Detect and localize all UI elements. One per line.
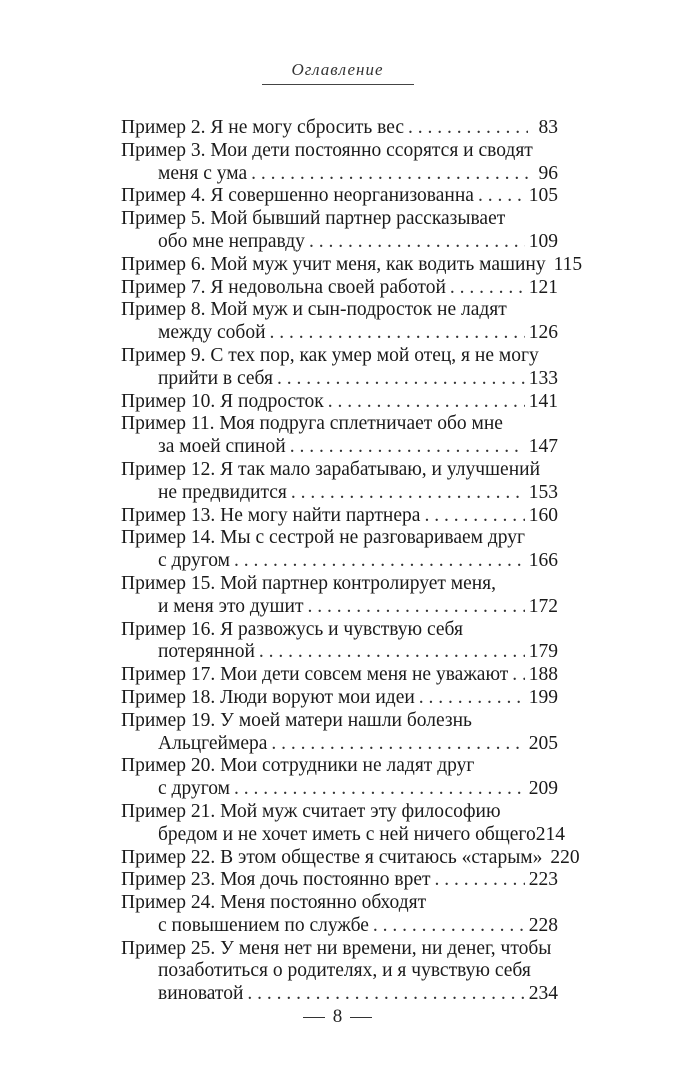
dot-leader xyxy=(424,505,524,528)
toc-entry-line xyxy=(121,687,558,710)
toc-entry-title: Пример 11. Моя подруга сплетничает обо мне xyxy=(121,413,503,435)
toc-entry-title: Пример 9. С тех пор, как умер мой отец, я не могу xyxy=(121,344,539,366)
toc-page-number: 105 xyxy=(528,185,558,207)
toc-entry-line xyxy=(121,869,558,892)
toc-entry-line xyxy=(121,915,558,938)
toc-entry-line xyxy=(121,345,558,368)
toc-entry-line xyxy=(121,710,558,733)
toc-entry-title: Пример 15. Мой партнер контролирует меня, xyxy=(121,572,497,594)
dot-leader xyxy=(308,596,525,619)
dot-leader xyxy=(277,368,525,391)
toc-entry-line xyxy=(121,846,580,870)
toc-entry[interactable] xyxy=(121,413,558,459)
toc-entry-title: прийти в себя xyxy=(158,367,273,389)
toc-entry-line xyxy=(121,960,558,983)
toc-page-number: 234 xyxy=(528,983,558,1005)
toc-page-number: 115 xyxy=(553,253,583,275)
toc-entry[interactable] xyxy=(121,345,558,391)
page-number: 8 xyxy=(332,1006,343,1027)
toc-entry[interactable] xyxy=(121,299,558,345)
dot-leader xyxy=(478,185,525,208)
toc-entry-title: виноватой xyxy=(158,983,244,1005)
toc-page-number: 153 xyxy=(528,481,558,503)
toc-entry-line xyxy=(121,801,558,824)
toc-entry-title: Пример 24. Меня постоянно обходят xyxy=(121,892,427,914)
toc-entry-line xyxy=(121,482,558,505)
toc-entry[interactable] xyxy=(121,892,558,938)
toc-entry-line xyxy=(121,641,558,664)
toc-page-number: 160 xyxy=(528,504,558,526)
toc-entry[interactable] xyxy=(121,755,558,801)
toc-page-number: 179 xyxy=(528,641,558,663)
toc-entry-title: Пример 19. У моей матери нашли болезнь xyxy=(121,709,472,731)
table-of-contents xyxy=(121,117,583,1006)
toc-entry[interactable] xyxy=(121,185,558,208)
toc-entry-title: Пример 20. Мои сотрудники не ладят друг xyxy=(121,755,475,777)
toc-entry-line xyxy=(121,322,558,345)
toc-entry[interactable] xyxy=(121,459,558,505)
toc-entry-line xyxy=(121,140,558,163)
dot-leader xyxy=(259,641,525,664)
page-footer xyxy=(0,1006,675,1028)
toc-entry-title: обо мне неправду xyxy=(158,230,305,252)
toc-entry-title: Пример 8. Мой муж и сын-подросток не ладят xyxy=(121,299,507,321)
toc-entry-title: Альцгеймера xyxy=(158,732,268,754)
footer-dash-right xyxy=(350,1017,372,1018)
toc-entry-line xyxy=(121,231,558,254)
toc-entry[interactable] xyxy=(121,208,558,254)
dot-leader xyxy=(512,664,524,687)
toc-page-number: 214 xyxy=(535,823,565,845)
header-title: Оглавление xyxy=(291,60,384,79)
dot-leader xyxy=(234,550,525,573)
toc-entry-line xyxy=(121,983,558,1006)
toc-page-number: 199 xyxy=(528,686,558,708)
toc-entry[interactable] xyxy=(121,687,558,710)
toc-entry-line xyxy=(121,436,558,459)
toc-entry-line xyxy=(121,163,558,186)
toc-entry-title: Пример 16. Я развожусь и чувствую себя xyxy=(121,618,463,640)
toc-page-number: 126 xyxy=(528,322,558,344)
running-header xyxy=(0,60,675,80)
toc-entry[interactable] xyxy=(121,277,558,300)
toc-page-number: 205 xyxy=(528,732,558,754)
toc-entry-line xyxy=(121,277,558,300)
toc-entry-title: Пример 2. Я не могу сбросить вес xyxy=(121,117,405,138)
toc-page-number: 172 xyxy=(528,595,558,617)
toc-entry[interactable] xyxy=(121,505,558,528)
toc-entry-line xyxy=(121,299,558,322)
toc-entry-title: за моей спиной xyxy=(158,436,286,458)
toc-entry-line xyxy=(121,505,558,528)
toc-entry-title: Пример 21. Мой муж считает эту философию xyxy=(121,800,501,822)
toc-entry-title: Пример 23. Моя дочь постоянно врет xyxy=(121,869,431,891)
toc-page-number: 228 xyxy=(528,914,558,936)
toc-entry-title: Пример 7. Я недовольна своей работой xyxy=(121,276,446,298)
toc-entry-title: с другом xyxy=(158,550,230,572)
header-rule xyxy=(262,84,414,85)
toc-entry-title: Пример 3. Мои дети постоянно ссорятся и сводят xyxy=(121,139,533,161)
toc-page-number: 109 xyxy=(528,230,558,252)
toc-entry[interactable] xyxy=(121,391,558,414)
toc-entry-title: Пример 22. В этом обществе я считаюсь «старым» xyxy=(121,846,543,868)
toc-entry-title: Пример 5. Мой бывший партнер рассказывает xyxy=(121,208,506,230)
toc-entry-line xyxy=(121,619,558,642)
toc-entry-title: не предвидится xyxy=(158,481,287,503)
toc-entry-line xyxy=(121,778,558,801)
toc-entry-line xyxy=(121,733,558,756)
toc-entry-title: Пример 6. Мой муж учит меня, как водить машину xyxy=(121,253,546,275)
toc-entry-line xyxy=(121,755,558,778)
dot-leader xyxy=(328,391,525,414)
toc-entry-line xyxy=(121,823,565,847)
toc-entry-line xyxy=(121,573,558,596)
toc-entry-line xyxy=(121,527,558,550)
toc-page-number: 166 xyxy=(528,550,558,572)
toc-entry-title: с повышением по службе xyxy=(158,914,369,936)
toc-entry-line xyxy=(121,664,558,687)
toc-page-number: 223 xyxy=(528,869,558,891)
toc-entry-line xyxy=(121,413,558,436)
toc-entry[interactable] xyxy=(121,619,558,665)
toc-page-number: 121 xyxy=(528,276,558,298)
toc-entry[interactable] xyxy=(121,140,558,186)
dot-leader xyxy=(271,733,524,756)
toc-entry-title: Пример 10. Я подросток xyxy=(121,390,324,412)
toc-entry-title: Пример 25. У меня нет ни времени, ни денег, чтобы xyxy=(121,937,552,959)
toc-entry-title: Пример 4. Я совершенно неорганизованна xyxy=(121,185,474,207)
dot-leader xyxy=(290,436,525,459)
toc-page-number: 188 xyxy=(528,664,558,686)
toc-page-number: 96 xyxy=(538,162,558,184)
toc-entry-line xyxy=(121,938,558,961)
toc-entry-title: Пример 13. Не могу найти партнера xyxy=(121,504,421,526)
toc-entry-line xyxy=(121,253,583,277)
toc-entry-line xyxy=(121,550,558,573)
toc-entry-line xyxy=(121,368,558,391)
toc-entry[interactable] xyxy=(121,527,558,573)
dot-leader xyxy=(270,322,525,345)
toc-entry-title: позаботиться о родителях, и я чувствую себя xyxy=(158,960,531,982)
toc-entry-title: меня с ума xyxy=(158,162,248,184)
dot-leader xyxy=(234,778,525,801)
toc-entry-line xyxy=(121,117,558,140)
toc-entry-title: с другом xyxy=(158,778,230,800)
dot-leader xyxy=(435,869,525,892)
toc-entry-title: между собой xyxy=(158,322,266,344)
toc-entry-title: и меня это душит xyxy=(158,595,304,617)
toc-entry-title: Пример 18. Люди воруют мои идеи xyxy=(121,686,415,708)
toc-entry[interactable] xyxy=(121,573,558,619)
toc-entry-line xyxy=(121,892,558,915)
dot-leader xyxy=(408,117,528,140)
toc-entry-line xyxy=(121,459,558,482)
toc-entry[interactable] xyxy=(121,664,558,687)
toc-entry-line xyxy=(121,208,558,231)
toc-entry[interactable] xyxy=(121,938,558,1006)
toc-page-number: 209 xyxy=(528,778,558,800)
toc-page-number: 141 xyxy=(528,390,558,412)
dot-leader xyxy=(419,687,525,710)
toc-page-number: 83 xyxy=(538,117,558,138)
dot-leader xyxy=(373,915,525,938)
toc-entry[interactable] xyxy=(121,710,558,756)
toc-entry-title: Пример 12. Я так мало зарабатываю, и улучшений xyxy=(121,458,541,480)
toc-entry[interactable] xyxy=(121,846,580,870)
toc-page-number: 147 xyxy=(528,436,558,458)
dot-leader xyxy=(309,231,525,254)
toc-entry[interactable] xyxy=(121,253,583,277)
toc-entry[interactable] xyxy=(121,869,558,892)
toc-entry-line xyxy=(121,596,558,619)
dot-leader xyxy=(450,277,525,300)
toc-entry-title: Пример 14. Мы с сестрой не разговариваем друг xyxy=(121,527,526,549)
toc-entry-title: бредом и не хочет иметь с ней ничего общего xyxy=(158,823,536,845)
toc-entry[interactable] xyxy=(121,117,558,140)
toc-page-number: 220 xyxy=(550,846,580,868)
toc-entry-line xyxy=(121,185,558,208)
toc-entry-title: Пример 17. Мои дети совсем меня не уважают xyxy=(121,664,509,686)
toc-page-number: 133 xyxy=(528,367,558,389)
toc-entry-line xyxy=(121,391,558,414)
toc-entry[interactable] xyxy=(121,800,565,847)
dot-leader xyxy=(247,983,524,1006)
dot-leader xyxy=(251,163,528,186)
dot-leader xyxy=(291,482,525,505)
footer-dash-left xyxy=(303,1017,325,1018)
toc-entry-title: потерянной xyxy=(158,641,255,663)
